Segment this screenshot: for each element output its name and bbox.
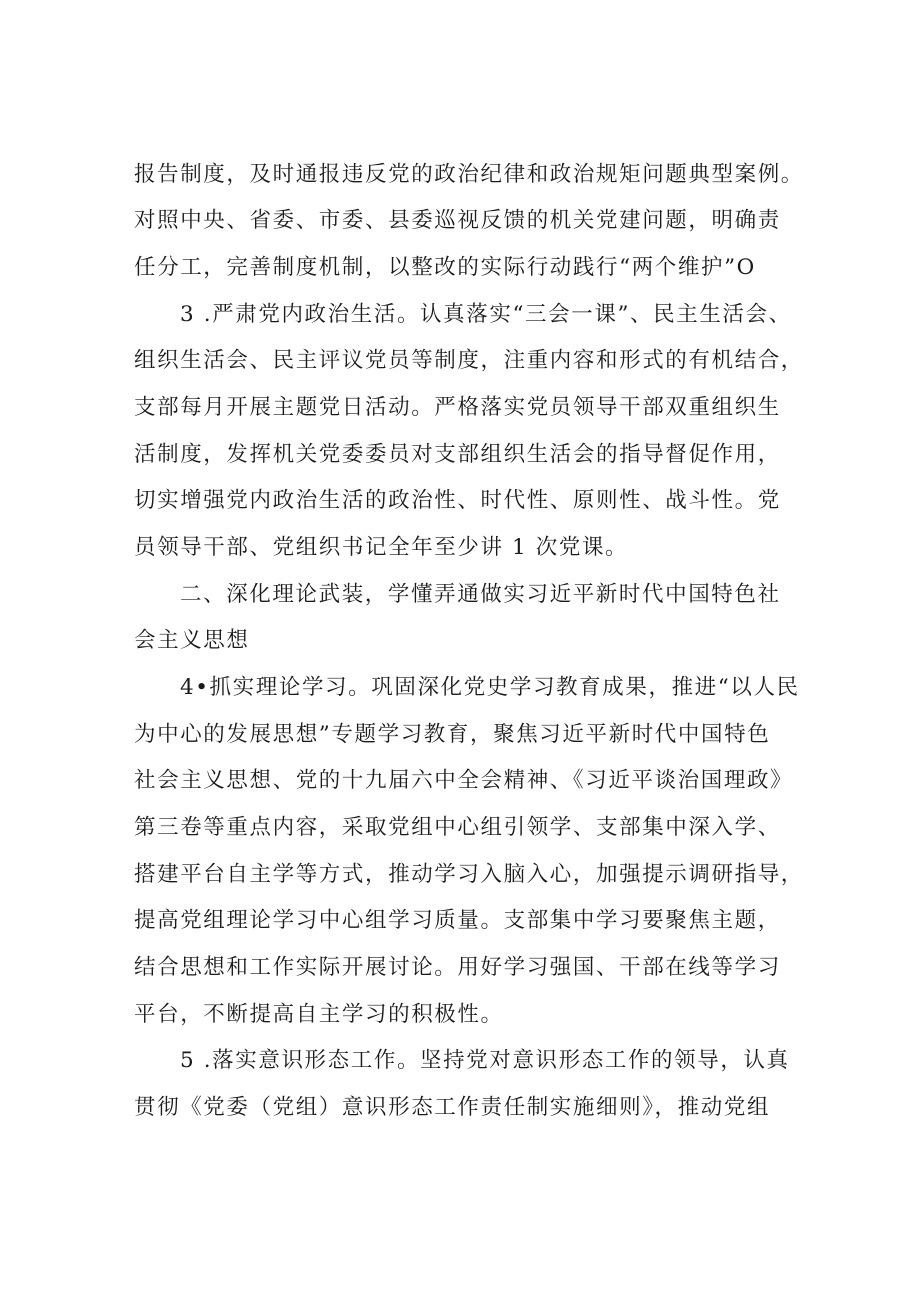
text-line: 结合思想和工作实际开展讨论。用好学习强国、干部在线等学习 — [134, 955, 781, 980]
text-line: 任分工，完善制度机制，以整改的实际行动践行“两个维护”O — [134, 255, 756, 280]
text-line: 社会主义思想、党的十九届六中全会精神、《习近平谈治国理政》 — [134, 768, 794, 793]
text-line: 支部每月开展主题党日活动。严格落实党员领导干部双重组织生 — [134, 395, 781, 420]
text-line: 活制度，发挥机关党委委员对支部组织生活会的指导督促作用， — [134, 442, 781, 467]
text-line: 5 .落实意识形态工作。坚持党对意识形态工作的领导，认真 — [180, 1048, 790, 1073]
text-line: 为中心的发展思想”专题学习教育，聚焦习近平新时代中国特色 — [134, 722, 771, 747]
text-line: 贯彻《党委（党组）意识形态工作责任制实施细则》，推动党组 — [134, 1095, 771, 1120]
text-line: 第三卷等重点内容，采取党组中心组引领学、支部集中深入学、 — [134, 815, 781, 840]
text-line: 切实增强党内政治生活的政治性、时代性、原则性、战斗性。党 — [134, 488, 781, 513]
text-line: 搭建平台自主学等方式，推动学习入脑入心，加强提示调研指导， — [134, 862, 804, 887]
text-line: 报告制度，及时通报违反党的政治纪律和政治规矩问题典型案例。 — [134, 162, 804, 187]
text-line: 对照中央、省委、市委、县委巡视反馈的机关党建问题，明确责 — [134, 208, 781, 233]
text-line: 员领导干部、党组织书记全年至少讲 1 次党课。 — [134, 535, 629, 560]
text-line: 平台，不断提高自主学习的积极性。 — [134, 1002, 504, 1027]
text-line: 3 .严肃党内政治生活。认真落实“三会一课”、民主生活会、 — [180, 302, 792, 327]
section-heading: 二、深化理论武装，学懂弄通做实习近平新时代中国特色社 — [180, 582, 781, 607]
section-heading: 会主义思想 — [134, 628, 250, 653]
text-line: 组织生活会、民主评议党员等制度，注重内容和形式的有机结合， — [134, 348, 804, 373]
text-line: 4•抓实理论学习。巩固深化党史学习教育成果，推进“以人民 — [180, 675, 800, 700]
text-line: 提高党组理论学习中心组学习质量。支部集中学习要聚焦主题， — [134, 908, 781, 933]
